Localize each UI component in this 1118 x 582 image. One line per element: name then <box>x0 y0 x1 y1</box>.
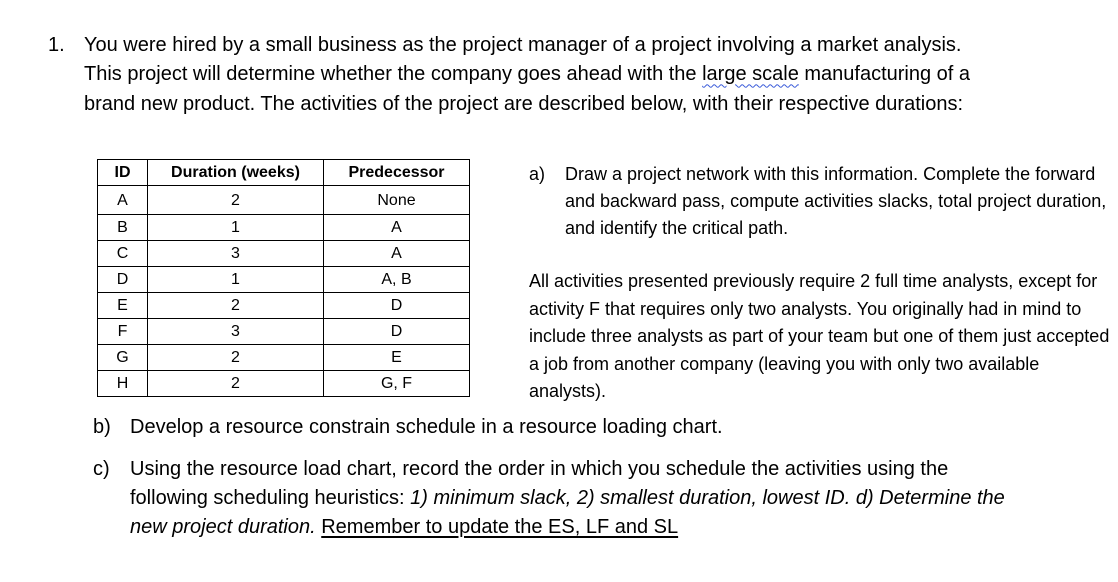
part-c-heuristics-text: 1) minimum slack, 2) smallest duration, lowest ID. d) Determine the new project duration. <box>130 487 1005 538</box>
cell-id: E <box>98 293 148 319</box>
cell-predecessor: E <box>324 345 470 371</box>
cell-duration: 2 <box>148 345 324 371</box>
cell-duration: 1 <box>148 267 324 293</box>
header-predecessor: Predecessor <box>324 160 470 186</box>
question-number: 1. <box>48 34 65 56</box>
cell-id: G <box>98 345 148 371</box>
cell-predecessor: A <box>324 215 470 241</box>
part-c-label: c) <box>93 458 110 480</box>
part-c-plain-text: Using the resource load chart, record the order in which you schedule the activities using the following scheduling heuristics: <box>130 458 949 509</box>
table-header-row <box>98 160 470 186</box>
activities-table <box>97 159 470 397</box>
question-intro <box>84 31 1004 119</box>
cell-duration: 3 <box>148 241 324 267</box>
resources-note: All activities presented previously require 2 full time analysts, except for activity F that requires only two analysts. You originally had in mind to include three analysts as part of your team but one of them just accepted a job from another company (leaving you with only two available analysts). <box>529 271 1110 401</box>
cell-duration: 2 <box>148 186 324 215</box>
part-a-text: Draw a project network with this information. Complete the forward and backward pass, compute activities slacks, total project duration, and identify the critical path. <box>565 164 1107 238</box>
part-b-label: b) <box>93 416 111 438</box>
table-row <box>98 241 470 267</box>
cell-id: B <box>98 215 148 241</box>
cell-duration: 1 <box>148 215 324 241</box>
cell-id: C <box>98 241 148 267</box>
cell-duration: 2 <box>148 371 324 397</box>
intro-flagged-phrase: large scale <box>702 63 799 86</box>
cell-predecessor: D <box>324 293 470 319</box>
table-row <box>98 345 470 371</box>
cell-id: F <box>98 319 148 345</box>
cell-predecessor: None <box>324 186 470 215</box>
header-id: ID <box>98 160 148 186</box>
cell-id: D <box>98 267 148 293</box>
part-c-reminder-text: Remember to update the ES, LF and SL <box>321 516 679 538</box>
table-row <box>98 371 470 397</box>
table-row <box>98 186 470 215</box>
cell-duration: 2 <box>148 293 324 319</box>
cell-predecessor: G, F <box>324 371 470 397</box>
part-c-text <box>130 455 1010 542</box>
part-a-label: a) <box>529 164 546 184</box>
intro-text-start: You were hired by a small business as the project manager of a project involving a market analysis. This project will determine whether the company goes ahead with the <box>84 34 962 86</box>
cell-predecessor: D <box>324 319 470 345</box>
part-b-text: Develop a resource constrain schedule in a resource loading chart. <box>130 416 723 438</box>
table-row <box>98 267 470 293</box>
intro-text-end: manufacturing of a brand new product. The activities of the project are described below, with their respective durations: <box>84 63 971 115</box>
cell-id: H <box>98 371 148 397</box>
header-duration: Duration (weeks) <box>148 160 324 186</box>
cell-predecessor: A, B <box>324 267 470 293</box>
cell-duration: 3 <box>148 319 324 345</box>
cell-id: A <box>98 186 148 215</box>
cell-predecessor: A <box>324 241 470 267</box>
table-row <box>98 215 470 241</box>
table-row <box>98 319 470 345</box>
table-row <box>98 293 470 319</box>
